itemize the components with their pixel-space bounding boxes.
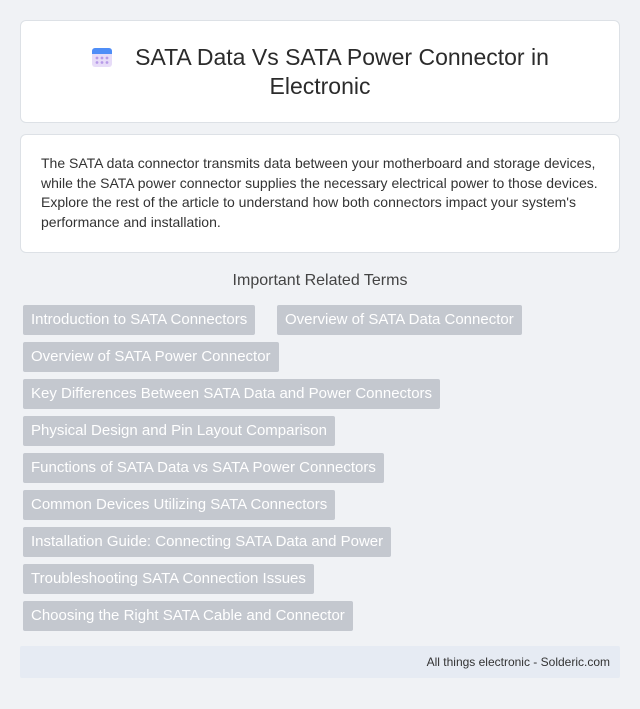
related-term-tag[interactable]: Key Differences Between SATA Data and Power Connectors (23, 379, 440, 409)
related-term-tag[interactable]: Introduction to SATA Connectors (23, 305, 255, 335)
footer-credit: All things electronic - Solderic.com (426, 655, 610, 669)
title-block (60, 43, 580, 101)
related-term-tag[interactable]: Overview of SATA Data Connector (277, 305, 522, 335)
related-term-tag[interactable]: Installation Guide: Connecting SATA Data and Power (23, 527, 391, 557)
related-term-tag[interactable]: Physical Design and Pin Layout Comparison (23, 416, 335, 446)
title-card (20, 20, 620, 123)
related-term-tag[interactable]: Troubleshooting SATA Connection Issues (23, 564, 314, 594)
footer (20, 646, 620, 678)
related-terms-heading: Important Related Terms (232, 272, 408, 289)
related-term-tag[interactable]: Functions of SATA Data vs SATA Power Connectors (23, 453, 384, 483)
page-title (60, 43, 580, 101)
intro-text: The SATA data connector transmits data between your motherboard and storage devices, while the SATA power connector supplies the necessary electrical power to those devices. Explore the rest of the article to understand how both connectors impact your system's performance and installation. (41, 155, 598, 230)
related-term-tag[interactable]: Common Devices Utilizing SATA Connectors (23, 490, 335, 520)
page-title-text: SATA Data Vs SATA Power Connector in Electronic (135, 43, 549, 99)
related-term-tag[interactable]: Overview of SATA Power Connector (23, 342, 279, 372)
calendar-icon (91, 46, 113, 68)
related-term-tag[interactable]: Choosing the Right SATA Cable and Connector (23, 601, 353, 631)
intro-card (20, 134, 620, 253)
